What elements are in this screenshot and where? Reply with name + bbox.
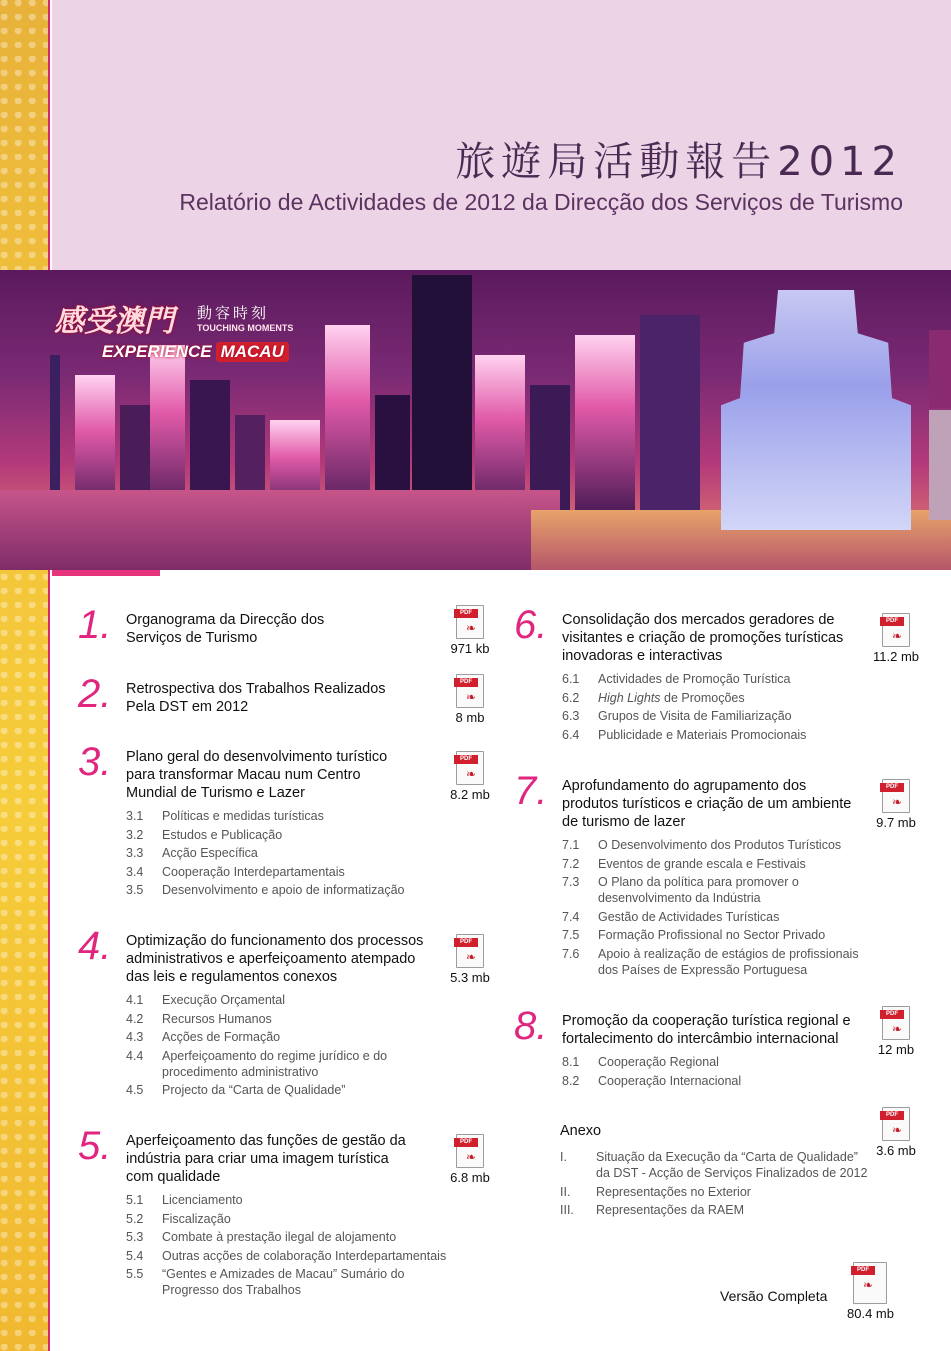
subsection-item[interactable] [562,946,892,978]
pdf-file-size: 80.4 mb [847,1306,894,1321]
pdf-file-size: 9.7 mb [876,815,916,830]
pdf-download-full-version[interactable] [847,1262,893,1321]
subsection-item[interactable] [126,808,456,824]
logo-chinese-text: 感受澳門 [54,304,174,339]
subsection-title: Formação Profissional no Sector Privado [598,928,826,942]
logo-experience: EXPERIENCE MACAU [102,342,289,362]
annex-item[interactable] [560,1149,900,1181]
pdf-icon-label: PDF [880,783,904,792]
acrobat-swirl-icon: ❧ [465,767,477,781]
annex-item-number: III. [560,1203,574,1217]
section-title[interactable]: Retrospectiva dos Trabalhos Realizados Pela DST em 2012 [126,681,386,715]
subsection-title: Grupos de Visita de Familiarização [598,709,792,723]
subsection-number: 7.1 [562,838,580,852]
logo-touching-moments: TOUCHING MOMENTS [197,323,294,333]
subsection-item[interactable] [562,874,892,906]
ruins-of-st-paul [721,290,911,530]
acrobat-swirl-icon: ❧ [465,690,477,704]
subsection-item[interactable] [562,927,892,943]
subsection-number: 7.3 [562,875,580,889]
subsection-title: “Gentes e Amizades de Macau” Sumário do Progresso dos Trabalhos [162,1267,405,1297]
subsection-item[interactable] [562,1054,892,1070]
subsection-title: Cooperação Internacional [598,1073,742,1088]
subsection-item[interactable] [126,1229,456,1245]
pdf-icon[interactable] [456,751,484,785]
subsection-title: Licenciamento [162,1193,243,1207]
subsection-title: O Plano da política para promover o desenvolvimento da Indústria [598,875,799,905]
subsection-number: 7.6 [562,946,580,961]
subsection-title: Eventos de grande escala e Festivais [598,856,806,871]
pdf-file-size: 5.3 mb [450,970,490,985]
pdf-download-section-3[interactable] [447,751,493,802]
section-number: 4. [78,924,112,968]
subsection-item[interactable] [126,1192,456,1208]
pdf-download-section-5[interactable] [447,1134,493,1185]
pdf-file-size: 8 mb [455,710,485,725]
subsection-list [562,671,892,745]
pdf-icon[interactable] [853,1262,887,1304]
subsection-number: 4.5 [126,1083,144,1097]
subsection-number: 6.2 [562,690,580,705]
subsection-number: 4.3 [126,1030,144,1044]
pdf-file-size: 11.2 mb [873,649,920,664]
subsection-number: 4.2 [126,1011,144,1026]
section-title[interactable]: Organograma da Direcção dos Serviços de Turismo [126,612,325,646]
subsection-list [126,1192,456,1301]
pdf-icon[interactable] [456,605,484,639]
acrobat-swirl-icon: ❧ [862,1278,874,1292]
full-version-label: Versão Completa [720,1288,828,1304]
pdf-file-size: 3.6 mb [876,1143,916,1158]
acrobat-swirl-icon: ❧ [891,795,903,809]
annex-list [560,1149,900,1221]
subsection-item[interactable] [126,864,456,880]
section-number: 3. [78,740,112,784]
pdf-icon[interactable] [456,674,484,708]
logo-macau: MACAU [216,342,289,362]
pdf-icon-label: PDF [454,609,478,618]
page-title-chinese: 旅遊局活動報告2012 [455,139,903,185]
pdf-icon-label: PDF [851,1266,875,1275]
pdf-download-section-4[interactable] [447,934,493,985]
subsection-number: 4.1 [126,993,144,1007]
subsection-number: 8.2 [562,1073,580,1088]
pdf-icon-label: PDF [454,1138,478,1147]
subsection-title: Combate à prestação ilegal de alojamento [162,1230,397,1244]
subsection-number: 5.1 [126,1193,144,1207]
subsection-item[interactable] [126,1248,456,1264]
pdf-icon-label: PDF [880,617,904,626]
subsection-title: Execução Orçamental [162,993,285,1007]
pdf-download-section-7[interactable] [873,779,919,830]
subsection-list [562,837,892,980]
page-header [52,0,951,270]
pdf-icon-label: PDF [880,1111,904,1120]
pdf-download-section-6[interactable] [873,613,919,664]
annex-item-number: I. [560,1150,567,1164]
subsection-item[interactable] [126,1082,456,1098]
annex-item-title: Representações da RAEM [596,1203,744,1217]
subsection-number: 7.4 [562,909,580,924]
subsection-title: O Desenvolvimento dos Produtos Turísticos [598,838,842,852]
subsection-number: 5.5 [126,1267,144,1281]
subsection-title: Publicidade e Materiais Promocionais [598,727,807,742]
annex-item-number: II. [560,1184,571,1199]
acrobat-swirl-icon: ❧ [891,629,903,643]
subsection-item[interactable] [562,690,892,706]
subsection-item[interactable] [126,1029,456,1045]
pdf-icon-label: PDF [454,678,478,687]
subsection-title: Gestão de Actividades Turísticas [598,909,780,924]
subsection-title: Desenvolvimento e apoio de informatização [162,883,405,897]
subsection-title: Projecto da “Carta de Qualidade” [162,1083,346,1097]
section-title[interactable]: Aperfeiçoamento das funções de gestão da indústria para criar uma imagem turística com qualidade [126,1133,406,1185]
pdf-file-size: 6.8 mb [450,1170,490,1185]
pdf-icon-label: PDF [454,938,478,947]
accent-bar [52,570,160,576]
subsection-list [126,808,456,901]
pdf-file-size: 12 mb [877,1042,915,1057]
section-title[interactable]: Aprofundamento do agrupamento dos produtos turísticos e criação de um ambiente de turismo de lazer [562,778,852,830]
subsection-number: 6.1 [562,672,580,686]
subsection-item[interactable] [562,727,892,743]
decorative-side-strip [0,0,50,1351]
subsection-number: 6.4 [562,727,580,742]
subsection-item[interactable] [126,1211,456,1227]
acrobat-swirl-icon: ❧ [465,621,477,635]
acrobat-swirl-icon: ❧ [465,950,477,964]
pdf-download-section-8[interactable] [873,1006,919,1057]
pdf-icon[interactable] [882,779,910,813]
pdf-download-section-1[interactable] [447,605,493,656]
pdf-icon[interactable] [456,934,484,968]
subsection-number: 8.1 [562,1055,580,1069]
section-number: 5. [78,1124,112,1168]
section-title[interactable]: Promoção da cooperação turística regional e fortalecimento do intercâmbio internacional [562,1013,851,1047]
subsection-number: 3.4 [126,864,144,879]
annex-item-title: Representações no Exterior [596,1184,751,1199]
subsection-title: Cooperação Regional [598,1055,719,1069]
section-title[interactable]: Consolidação dos mercados geradores de visitantes e criação de promoções turísticas inovadoras e interactivas [562,612,844,664]
annex-item-title: Situação da Execução da “Carta de Qualidade” da DST - Acção de Serviços Finalizados de 2012 [596,1150,868,1180]
pdf-icon[interactable] [456,1134,484,1168]
annex-title: Anexo [560,1123,602,1139]
pdf-file-size: 971 kb [450,641,490,656]
pdf-icon[interactable] [882,613,910,647]
pdf-icon[interactable] [882,1006,910,1040]
section-number: 6. [514,603,548,647]
subsection-title: Recursos Humanos [162,1011,272,1026]
subsection-item[interactable] [126,992,456,1008]
subsection-title: Outras acções de colaboração Interdepartamentais [162,1248,447,1263]
annex-item[interactable] [560,1202,900,1218]
acrobat-swirl-icon: ❧ [891,1022,903,1036]
section-number: 7. [514,769,548,813]
subsection-item[interactable] [562,909,892,925]
logo-subtitle: 動容時刻 [197,305,270,322]
subsection-title: Políticas e medidas turísticas [162,809,324,823]
acrobat-swirl-icon: ❧ [891,1123,903,1137]
acrobat-swirl-icon: ❧ [465,1150,477,1164]
subsection-number: 6.3 [562,709,580,723]
subsection-title: Acções de Formação [162,1030,281,1044]
subsection-title: High Lights de Promoções [598,690,745,705]
pdf-file-size: 8.2 mb [450,787,490,802]
subsection-number: 7.5 [562,928,580,942]
subsection-list [562,1054,892,1091]
section-title[interactable]: Plano geral do desenvolvimento turístico para transformar Macau num Centro Mundial de Turismo e Lazer [126,749,388,801]
pdf-download-section-2[interactable] [447,674,493,725]
annex-item[interactable] [560,1184,900,1200]
pdf-icon[interactable] [882,1107,910,1141]
subsection-number: 5.2 [126,1211,144,1226]
subsection-item[interactable] [126,845,456,861]
subsection-title: Fiscalização [162,1211,231,1226]
subsection-item[interactable] [126,882,456,898]
subsection-item[interactable] [126,1011,456,1027]
subsection-list [126,992,456,1101]
subsection-title: Actividades de Promoção Turística [598,672,791,686]
pdf-icon-label: PDF [454,755,478,764]
section-title[interactable]: Optimização do funcionamento dos processos administrativos e aperfeiçoamento atempado das leis e regulamentos conexos [126,933,424,985]
subsection-number: 4.4 [126,1048,144,1063]
subsection-number: 7.2 [562,856,580,871]
subsection-item[interactable] [562,671,892,687]
subsection-title: Estudos e Publicação [162,827,283,842]
subsection-number: 3.5 [126,883,144,897]
subsection-item[interactable] [562,837,892,853]
subsection-item[interactable] [126,1266,456,1298]
subsection-item[interactable] [126,1048,456,1080]
subsection-title: Aperfeiçoamento do regime jurídico e do procedimento administrativo [162,1048,388,1079]
pdf-icon-label: PDF [880,1010,904,1019]
subsection-item[interactable] [562,708,892,724]
subsection-item[interactable] [562,856,892,872]
subsection-item[interactable] [562,1073,892,1089]
subsection-title: Acção Específica [162,846,258,860]
page-title-portuguese: Relatório de Actividades de 2012 da Direcção dos Serviços de Turismo [179,189,903,215]
subsection-title: Apoio à realização de estágios de profissionais dos Países de Expressão Portuguesa [598,946,859,977]
section-number: 1. [78,603,112,647]
subsection-number: 3.2 [126,827,144,842]
subsection-title: Cooperação Interdepartamentais [162,864,345,879]
section-number: 8. [514,1004,548,1048]
pdf-download-annex[interactable] [873,1107,919,1158]
subsection-item[interactable] [126,827,456,843]
subsection-number: 5.4 [126,1248,144,1263]
section-number: 2. [78,672,112,716]
subsection-number: 5.3 [126,1230,144,1244]
subsection-number: 3.3 [126,846,144,860]
subsection-number: 3.1 [126,809,144,823]
experience-macau-logo [54,296,294,372]
